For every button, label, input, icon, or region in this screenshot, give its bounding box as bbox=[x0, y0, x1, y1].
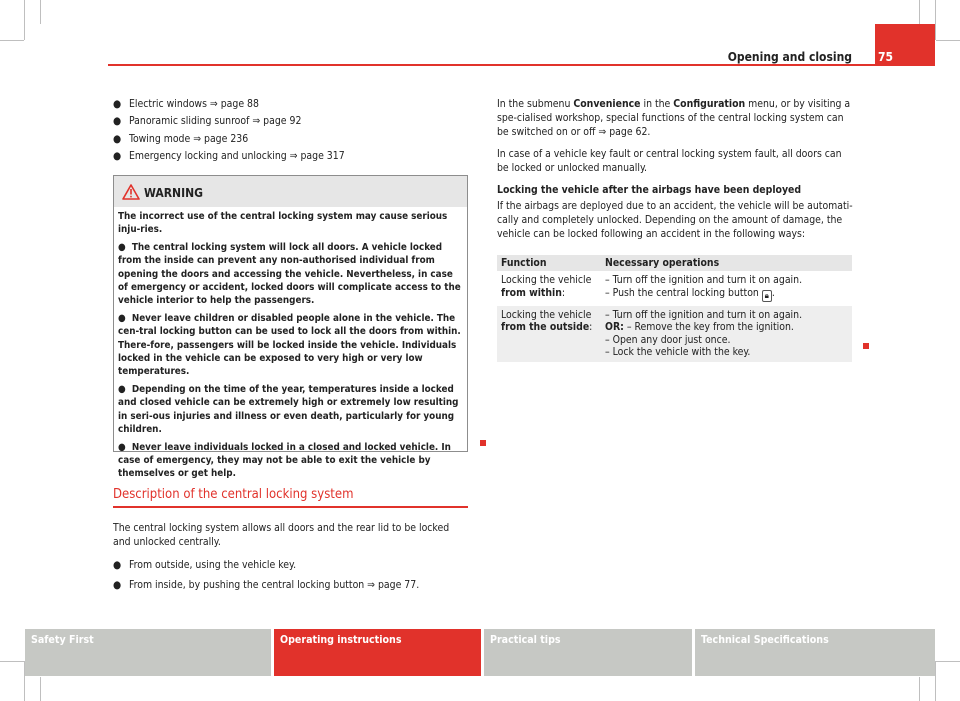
text-run: : bbox=[589, 321, 593, 334]
right-column bbox=[497, 97, 853, 249]
bullet-icon: ● bbox=[113, 579, 122, 591]
function-text: Locking the vehicle bbox=[501, 308, 592, 321]
crop-mark bbox=[935, 661, 936, 701]
footer-tab-label: Operating instructions bbox=[280, 634, 402, 646]
crop-mark bbox=[919, 0, 920, 24]
table-cell bbox=[497, 271, 601, 305]
warning-item bbox=[118, 383, 461, 437]
function-text: Locking the vehicle bbox=[501, 274, 592, 287]
bullet-icon: ● bbox=[113, 115, 122, 128]
crop-mark bbox=[40, 0, 41, 24]
warning-item bbox=[118, 441, 461, 481]
warning-item bbox=[118, 312, 461, 379]
text-run: menu, or by visiting a spe-cialised workshop, special functions of the central locking system can be switched on or off ⇒ page 62. bbox=[497, 98, 851, 138]
footer-tab-label: Practical tips bbox=[490, 634, 561, 646]
warning-body bbox=[114, 207, 467, 481]
menu-name: Configuration bbox=[673, 98, 746, 110]
list-item bbox=[113, 114, 468, 131]
footer-tab-technical-specifications[interactable] bbox=[695, 629, 935, 676]
header-rule bbox=[108, 64, 935, 66]
list-item bbox=[113, 149, 468, 166]
column-header: Function bbox=[497, 255, 601, 271]
list-item-text: From outside, using the vehicle key. bbox=[129, 559, 297, 571]
footer-tab-label: Technical Specifications bbox=[701, 634, 829, 646]
subheading: Locking the vehicle after the airbags have been deployed bbox=[497, 184, 802, 196]
operation-step: – Lock the vehicle with the key. bbox=[605, 346, 751, 359]
operations-table bbox=[497, 255, 852, 362]
bullet-icon: ● bbox=[113, 149, 122, 162]
warning-item bbox=[118, 241, 461, 308]
menu-name: Convenience bbox=[573, 98, 641, 110]
operation-step: – Push the central locking button bbox=[605, 286, 762, 299]
bullet-icon: ● bbox=[118, 241, 132, 253]
bullet-icon: ● bbox=[118, 441, 132, 453]
paragraph: In case of a vehicle key fault or central locking system fault, all doors can be locked or unlocked manually. bbox=[497, 148, 842, 174]
footer-tab-safety-first[interactable] bbox=[25, 629, 271, 676]
table-cell bbox=[601, 306, 852, 363]
column-header: Necessary operations bbox=[601, 255, 852, 271]
table-row bbox=[497, 271, 852, 305]
or-label: OR: bbox=[605, 321, 624, 334]
bullet-icon: ● bbox=[113, 132, 122, 145]
list-item-text: Towing mode ⇒ page 236 bbox=[129, 132, 249, 145]
warning-triangle-icon bbox=[122, 184, 140, 200]
list-item-text: From inside, by pushing the central locking button ⇒ page 77. bbox=[129, 579, 420, 591]
text-run: In the submenu bbox=[497, 98, 574, 110]
paragraph: If the airbags are deployed due to an accident, the vehicle will be automati-cally and completely unlocked. Depending on the amount of damage, the vehicle can be locked following an accident in the following ways: bbox=[497, 200, 853, 240]
table-cell bbox=[601, 271, 852, 305]
section-intro: The central locking system allows all doors and the rear lid to be locked and unlocked centrally. bbox=[113, 522, 450, 548]
table-cell bbox=[497, 306, 601, 363]
central-lock-button-icon: 🔒︎ bbox=[762, 290, 772, 302]
list-item-text: Panoramic sliding sunroof ⇒ page 92 bbox=[129, 115, 302, 128]
page-number: 75 bbox=[878, 50, 894, 64]
running-header-title: Opening and closing bbox=[727, 50, 852, 64]
warning-item-text: Never leave children or disabled people alone in the vehicle. The cen-tral locking button can be used to lock all the doors from within. There-fore, passengers will be locked inside the vehicle. Individuals locked in the vehicle can be exposed to very high or very low temperatures. bbox=[118, 312, 461, 378]
crop-mark bbox=[936, 40, 960, 41]
crop-mark bbox=[919, 677, 920, 701]
footer-tab-label: Safety First bbox=[31, 634, 94, 646]
section-rule bbox=[113, 506, 468, 508]
bullet-icon: ● bbox=[113, 98, 122, 110]
warning-title: WARNING bbox=[144, 186, 203, 200]
operation-step: – Turn off the ignition and turn it on again. bbox=[605, 308, 803, 321]
crop-mark bbox=[0, 661, 24, 662]
table-header-row bbox=[497, 255, 852, 271]
list-item-text: Emergency locking and unlocking ⇒ page 317 bbox=[129, 149, 345, 162]
footer-tab-practical-tips[interactable] bbox=[484, 629, 692, 676]
bullet-icon: ● bbox=[118, 383, 132, 395]
text-run: : bbox=[561, 286, 566, 299]
warning-item-text: Never leave individuals locked in a closed and locked vehicle. In case of emergency, they may not be able to exit the vehicle by themselves or get help. bbox=[118, 441, 451, 480]
list-item-text: Electric windows ⇒ page 88 bbox=[129, 98, 259, 110]
function-emphasis: from within bbox=[501, 286, 562, 299]
section-body bbox=[113, 521, 468, 598]
section-end-marker bbox=[863, 343, 869, 349]
table-row bbox=[497, 306, 852, 363]
crop-mark bbox=[935, 0, 936, 40]
crop-mark bbox=[0, 40, 24, 41]
bullet-icon: ● bbox=[118, 312, 132, 324]
list-item bbox=[113, 578, 468, 598]
intro-list bbox=[113, 97, 468, 166]
bullet-icon: ● bbox=[113, 559, 122, 571]
warning-item-text: Depending on the time of the year, temperatures inside a locked and closed vehicle can be extremely high or extremely low resulting in seri-ous injuries and illness or even death, particularly for young children. bbox=[118, 383, 459, 436]
warning-box bbox=[113, 175, 468, 480]
function-emphasis: from the outside bbox=[501, 321, 590, 334]
footer-tab-operating-instructions[interactable] bbox=[274, 629, 481, 676]
list-item bbox=[113, 97, 468, 114]
paragraph bbox=[497, 97, 853, 139]
warning-lead: The incorrect use of the central locking system may cause serious inju-ries. bbox=[118, 211, 448, 236]
section-end-marker bbox=[480, 440, 486, 446]
text-run: in the bbox=[640, 98, 674, 110]
operation-step: – Turn off the ignition and turn it on again. bbox=[605, 274, 803, 287]
warning-item-text: The central locking system will lock all doors. A vehicle locked from the inside can prevent any non-authorised individual from opening the doors and accessing the vehicle. Nevertheless, in case of emergency or accident, locked doors will complicate access to the vehicle interior to help the passengers. bbox=[118, 241, 461, 307]
operation-step: – Open any door just once. bbox=[605, 333, 731, 346]
text-run: . bbox=[771, 286, 775, 299]
section-title: Description of the central locking system bbox=[113, 487, 354, 502]
list-item bbox=[113, 132, 468, 149]
crop-mark bbox=[936, 661, 960, 662]
warning-header bbox=[114, 176, 467, 207]
operation-step: – Remove the key from the ignition. bbox=[623, 321, 794, 334]
list-item bbox=[113, 558, 468, 578]
crop-mark bbox=[40, 677, 41, 701]
crop-mark bbox=[24, 0, 25, 40]
